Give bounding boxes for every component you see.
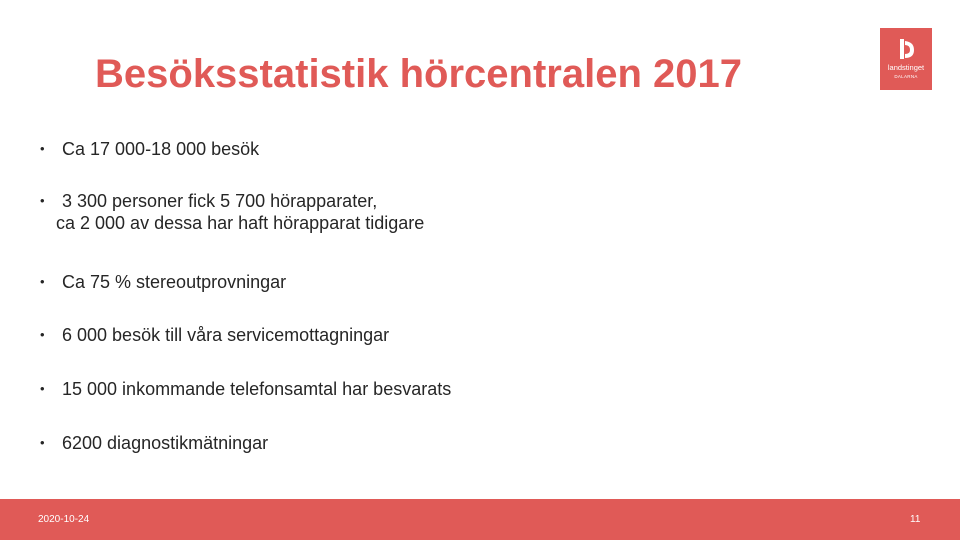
bullet-marker: • xyxy=(40,435,45,450)
bullet-text: 6200 diagnostikmätningar xyxy=(62,433,269,453)
bullet-text-continuation: ca 2 000 av dessa har haft hörapparat tidigare xyxy=(56,213,425,233)
bullet-marker: • xyxy=(40,274,45,289)
bullet-text: 15 000 inkommande telefonsamtal har besvarats xyxy=(62,379,452,399)
footer-date: 2020-10-24 xyxy=(38,514,90,525)
landsting-logo-icon xyxy=(899,38,915,60)
footer-bar xyxy=(0,499,960,540)
bullet-marker: • xyxy=(40,141,45,156)
bullet-text: Ca 17 000-18 000 besök xyxy=(62,139,260,159)
bullet-text: Ca 75 % stereoutprovningar xyxy=(62,272,287,292)
bullet-marker: • xyxy=(40,381,45,396)
landsting-logo xyxy=(880,28,932,90)
logo-text: landstinget xyxy=(887,63,925,72)
bullet-marker: • xyxy=(40,193,45,208)
bullet-text: 3 300 personer fick 5 700 hörapparater, xyxy=(62,191,378,211)
slide-title: Besöksstatistik hörcentralen 2017 xyxy=(95,52,742,96)
bullet-marker: • xyxy=(40,327,45,342)
page-number: 11 xyxy=(910,514,921,525)
logo-subtext: DALARNA xyxy=(894,74,918,79)
bullet-text: 6 000 besök till våra servicemottagningar xyxy=(62,325,390,345)
